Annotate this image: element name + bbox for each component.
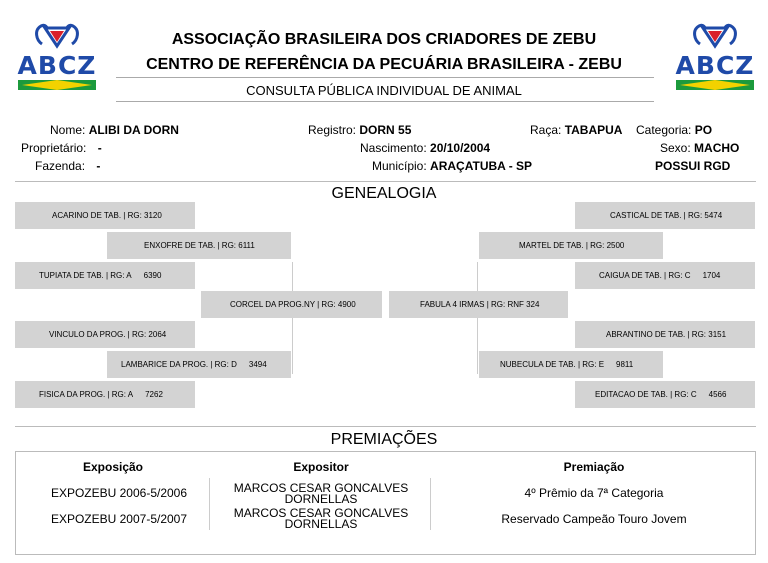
ancestor-name: CASTICAL DE TAB. | RG: 5474 (610, 211, 723, 220)
column-separator (430, 478, 431, 530)
ancestor-box-left-6 (107, 351, 291, 378)
ancestor-box-right-7 (575, 381, 755, 408)
ancestor-name: FABULA 4 IRMAS | RG: RNF 324 (420, 300, 540, 309)
nome-row (50, 123, 179, 137)
ancestor-name: NUBECULA DE TAB. | RG: E (500, 360, 605, 369)
genealogia-divider (15, 181, 756, 182)
genealogia-title: GENEALOGIA (331, 185, 437, 202)
ancestor-number: 6390 (143, 271, 162, 280)
proprietario-row (21, 141, 102, 155)
sexo-row (660, 141, 739, 155)
header-exposicao: Exposição (82, 460, 144, 474)
nome-value: ALIBI DA DORN (88, 123, 179, 137)
ancestor-box-right-1 (575, 202, 755, 229)
title-center: CENTRO DE REFERÊNCIA DA PECUÁRIA BRASILEIRA - ZEBU (146, 56, 622, 73)
ancestor-name: ENXOFRE DE TAB. | RG: 6111 (144, 241, 255, 250)
ancestor-name: MARTEL DE TAB. | RG: 2500 (519, 241, 625, 250)
sire-box (201, 291, 382, 318)
ancestor-box-right-2 (479, 232, 663, 259)
municipio-row (372, 159, 532, 173)
row2-expositor-line1: MARCOS CESAR GONCALVES (233, 506, 409, 520)
ancestor-name: EDITACAO DE TAB. | RG: C (595, 390, 697, 399)
header-divider-bottom (116, 101, 654, 102)
sexo-value: MACHO (694, 141, 740, 155)
ancestor-box-right-3 (575, 262, 755, 289)
municipio-label: Município: (372, 159, 427, 173)
row1-premiacao: 4º Prêmio da 7ª Categoria (524, 486, 664, 500)
ancestor-number: 9811 (616, 360, 634, 369)
connector-left (292, 262, 293, 374)
ancestor-name: CORCEL DA PROG.NY | RG: 4900 (230, 300, 356, 309)
proprietario-label: Proprietário: (21, 141, 87, 155)
dam-box (389, 291, 568, 318)
ancestor-box-left-7 (15, 381, 195, 408)
registro-row (308, 123, 411, 137)
row1-exposicao: EXPOZEBU 2006-5/2006 (50, 486, 188, 500)
fazenda-label: Fazenda: (35, 159, 86, 173)
premiacoes-panel (15, 451, 756, 555)
row1-expositor-line1: MARCOS CESAR GONCALVES (233, 481, 409, 495)
row2-exposicao: EXPOZEBU 2007-5/2007 (50, 512, 188, 526)
header-divider-top (116, 77, 654, 78)
ancestor-number: 7262 (145, 390, 163, 399)
nome-label: Nome: (50, 123, 86, 137)
ancestor-box-left-1 (15, 202, 195, 229)
fazenda-row (35, 159, 100, 173)
categoria-row (636, 123, 712, 137)
raca-value: TABAPUA (564, 123, 623, 137)
rgd-status (655, 159, 730, 173)
rgd-value: POSSUI RGD (655, 159, 731, 173)
ancestor-number: 4566 (708, 390, 727, 399)
ancestor-box-right-5 (575, 321, 755, 348)
ancestor-box-left-5 (15, 321, 195, 348)
ancestor-name: TUPIATA DE TAB. | RG: A (39, 271, 132, 280)
categoria-label: Categoria: (636, 123, 692, 137)
ancestor-box-left-2 (107, 232, 291, 259)
logo-text: ABCZ (675, 51, 755, 80)
ancestor-number: 3494 (248, 360, 267, 369)
municipio-value: ARAÇATUBA - SP (430, 159, 533, 173)
premiacoes-title: PREMIAÇÕES (330, 431, 438, 448)
logo-text: ABCZ (17, 51, 97, 80)
premiacoes-divider (15, 426, 756, 427)
nascimento-value: 20/10/2004 (430, 141, 491, 155)
categoria-value: PO (694, 123, 713, 137)
row1-expositor-line2: DORNELLAS (284, 492, 358, 506)
ancestor-name: VINCULO DA PROG. | RG: 2064 (49, 330, 167, 339)
ancestor-name: ABRANTINO DE TAB. | RG: 3151 (606, 330, 727, 339)
ancestor-name: CAIGUA DE TAB. | RG: C (599, 271, 691, 280)
fazenda-value: - (96, 159, 101, 173)
nascimento-label: Nascimento: (360, 141, 427, 155)
ancestor-box-left-3 (15, 262, 195, 289)
ancestor-number: 1704 (702, 271, 721, 280)
header-premiacao: Premiação (563, 460, 625, 474)
raca-row (530, 123, 622, 137)
sexo-label: Sexo: (660, 141, 691, 155)
registro-label: Registro: (308, 123, 357, 137)
ancestor-name: FISICA DA PROG. | RG: A (39, 390, 134, 399)
proprietario-value: - (97, 141, 102, 155)
header-expositor: Expositor (293, 460, 349, 474)
page-subtitle: CONSULTA PÚBLICA INDIVIDUAL DE ANIMAL (246, 83, 522, 98)
nascimento-row (360, 141, 490, 155)
ancestor-name: LAMBARICE DA PROG. | RG: D (121, 360, 237, 369)
column-separator (209, 478, 210, 530)
row2-expositor-line2: DORNELLAS (284, 517, 358, 531)
connector-right (477, 262, 478, 374)
title-association: ASSOCIAÇÃO BRASILEIRA DOS CRIADORES DE ZEBU (171, 31, 597, 48)
row2-premiacao: Reservado Campeão Touro Jovem (501, 512, 687, 526)
ancestor-box-right-6 (479, 351, 663, 378)
registro-value: DORN 55 (359, 123, 412, 137)
ancestor-name: ACARINO DE TAB. | RG: 3120 (52, 211, 162, 220)
raca-label: Raça: (530, 123, 562, 137)
